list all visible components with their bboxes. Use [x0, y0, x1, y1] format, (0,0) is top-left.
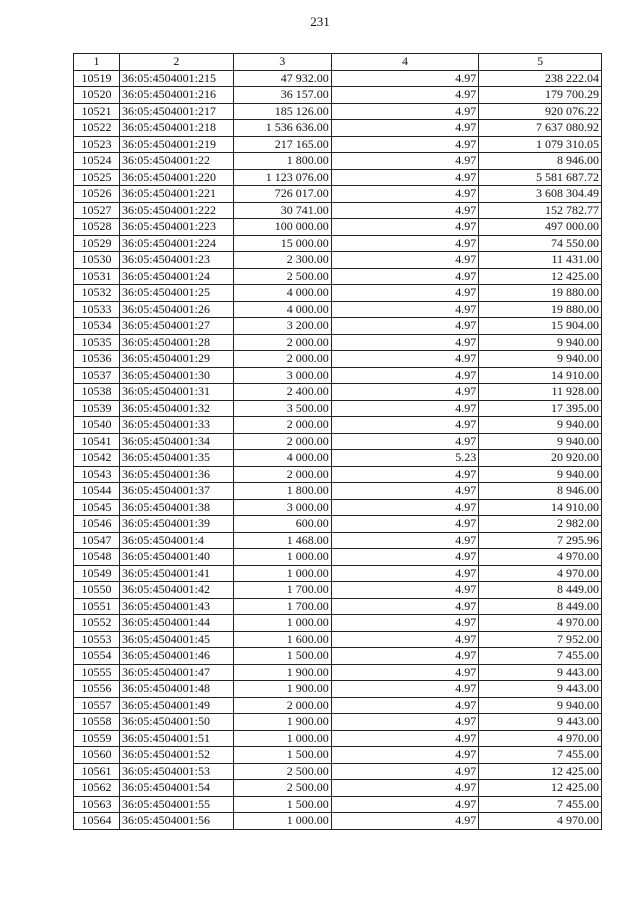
column-header-5: 5 [479, 54, 602, 71]
row-number-cell: 10535 [74, 334, 120, 351]
value-cell: 9 940.00 [479, 351, 602, 368]
rate-cell: 4.97 [331, 301, 478, 318]
row-number-cell: 10558 [74, 714, 120, 731]
table-row [74, 417, 602, 434]
area-cell: 2 500.00 [233, 268, 331, 285]
table-row [74, 235, 602, 252]
row-number-cell: 10533 [74, 301, 120, 318]
value-cell: 9 443.00 [479, 664, 602, 681]
rate-cell: 4.97 [331, 367, 478, 384]
cadastral-number-cell: 36:05:4504001:43 [119, 598, 233, 615]
cadastral-number-cell: 36:05:4504001:28 [119, 334, 233, 351]
row-number-cell: 10564 [74, 813, 120, 830]
table-row [74, 730, 602, 747]
cadastral-number-cell: 36:05:4504001:37 [119, 483, 233, 500]
area-cell: 1 900.00 [233, 664, 331, 681]
value-cell: 920 076.22 [479, 103, 602, 120]
cadastral-number-cell: 36:05:4504001:30 [119, 367, 233, 384]
cadastral-number-cell: 36:05:4504001:50 [119, 714, 233, 731]
value-cell: 2 982.00 [479, 516, 602, 533]
table-row [74, 103, 602, 120]
table-row [74, 763, 602, 780]
rate-cell: 4.97 [331, 483, 478, 500]
area-cell: 2 400.00 [233, 384, 331, 401]
cadastral-number-cell: 36:05:4504001:23 [119, 252, 233, 269]
table-row [74, 747, 602, 764]
row-number-cell: 10541 [74, 433, 120, 450]
value-cell: 7 952.00 [479, 631, 602, 648]
cadastral-number-cell: 36:05:4504001:52 [119, 747, 233, 764]
value-cell: 9 940.00 [479, 697, 602, 714]
value-cell: 152 782.77 [479, 202, 602, 219]
row-number-cell: 10526 [74, 186, 120, 203]
row-number-cell: 10546 [74, 516, 120, 533]
rate-cell: 4.97 [331, 697, 478, 714]
area-cell: 4 000.00 [233, 285, 331, 302]
table-row [74, 780, 602, 797]
table-row [74, 565, 602, 582]
table-row [74, 532, 602, 549]
table-row [74, 813, 602, 830]
cadastral-number-cell: 36:05:4504001:53 [119, 763, 233, 780]
value-cell: 74 550.00 [479, 235, 602, 252]
table-row [74, 252, 602, 269]
table-row [74, 120, 602, 137]
table-row [74, 664, 602, 681]
rate-cell: 4.97 [331, 730, 478, 747]
rate-cell: 4.97 [331, 615, 478, 632]
cadastral-number-cell: 36:05:4504001:51 [119, 730, 233, 747]
area-cell: 1 700.00 [233, 582, 331, 599]
row-number-cell: 10554 [74, 648, 120, 665]
rate-cell: 4.97 [331, 433, 478, 450]
header-row [74, 54, 602, 71]
value-cell: 8 946.00 [479, 483, 602, 500]
area-cell: 1 000.00 [233, 549, 331, 566]
cadastral-number-cell: 36:05:4504001:31 [119, 384, 233, 401]
row-number-cell: 10522 [74, 120, 120, 137]
table-row [74, 598, 602, 615]
value-cell: 12 425.00 [479, 763, 602, 780]
table-row [74, 648, 602, 665]
value-cell: 15 904.00 [479, 318, 602, 335]
value-cell: 4 970.00 [479, 730, 602, 747]
rate-cell: 4.97 [331, 681, 478, 698]
cadastral-number-cell: 36:05:4504001:220 [119, 169, 233, 186]
table-row [74, 631, 602, 648]
cadastral-number-cell: 36:05:4504001:40 [119, 549, 233, 566]
rate-cell: 4.97 [331, 202, 478, 219]
area-cell: 1 500.00 [233, 648, 331, 665]
cadastral-number-cell: 36:05:4504001:26 [119, 301, 233, 318]
rate-cell: 4.97 [331, 136, 478, 153]
rate-cell: 5.23 [331, 450, 478, 467]
table-row [74, 285, 602, 302]
rate-cell: 4.97 [331, 334, 478, 351]
row-number-cell: 10532 [74, 285, 120, 302]
rate-cell: 4.97 [331, 70, 478, 87]
table-row [74, 70, 602, 87]
area-cell: 1 000.00 [233, 565, 331, 582]
table-row [74, 466, 602, 483]
table-row [74, 351, 602, 368]
area-cell: 47 932.00 [233, 70, 331, 87]
cadastral-number-cell: 36:05:4504001:218 [119, 120, 233, 137]
column-header-4: 4 [331, 54, 478, 71]
row-number-cell: 10562 [74, 780, 120, 797]
value-cell: 7 295.96 [479, 532, 602, 549]
area-cell: 2 000.00 [233, 417, 331, 434]
area-cell: 1 800.00 [233, 483, 331, 500]
value-cell: 14 910.00 [479, 367, 602, 384]
row-number-cell: 10559 [74, 730, 120, 747]
table-row [74, 87, 602, 104]
rate-cell: 4.97 [331, 466, 478, 483]
row-number-cell: 10525 [74, 169, 120, 186]
cadastral-number-cell: 36:05:4504001:224 [119, 235, 233, 252]
rate-cell: 4.97 [331, 813, 478, 830]
value-cell: 19 880.00 [479, 285, 602, 302]
rate-cell: 4.97 [331, 549, 478, 566]
rate-cell: 4.97 [331, 499, 478, 516]
table-row [74, 219, 602, 236]
area-cell: 1 800.00 [233, 153, 331, 170]
value-cell: 238 222.04 [479, 70, 602, 87]
cadastral-number-cell: 36:05:4504001:56 [119, 813, 233, 830]
area-cell: 100 000.00 [233, 219, 331, 236]
rate-cell: 4.97 [331, 763, 478, 780]
area-cell: 1 000.00 [233, 615, 331, 632]
area-cell: 3 200.00 [233, 318, 331, 335]
table-row [74, 268, 602, 285]
value-cell: 9 940.00 [479, 433, 602, 450]
rate-cell: 4.97 [331, 103, 478, 120]
value-cell: 9 443.00 [479, 681, 602, 698]
row-number-cell: 10557 [74, 697, 120, 714]
area-cell: 2 000.00 [233, 697, 331, 714]
rate-cell: 4.97 [331, 153, 478, 170]
area-cell: 1 900.00 [233, 714, 331, 731]
cadastral-number-cell: 36:05:4504001:216 [119, 87, 233, 104]
cadastral-number-cell: 36:05:4504001:33 [119, 417, 233, 434]
table-row [74, 202, 602, 219]
cadastral-number-cell: 36:05:4504001:44 [119, 615, 233, 632]
cadastral-number-cell: 36:05:4504001:4 [119, 532, 233, 549]
cadastral-number-cell: 36:05:4504001:48 [119, 681, 233, 698]
row-number-cell: 10555 [74, 664, 120, 681]
cadastral-number-cell: 36:05:4504001:45 [119, 631, 233, 648]
table-row [74, 153, 602, 170]
row-number-cell: 10549 [74, 565, 120, 582]
area-cell: 1 500.00 [233, 747, 331, 764]
row-number-cell: 10551 [74, 598, 120, 615]
cadastral-number-cell: 36:05:4504001:221 [119, 186, 233, 203]
area-cell: 2 500.00 [233, 780, 331, 797]
value-cell: 7 455.00 [479, 796, 602, 813]
column-header-1: 1 [74, 54, 120, 71]
rate-cell: 4.97 [331, 87, 478, 104]
row-number-cell: 10530 [74, 252, 120, 269]
rate-cell: 4.97 [331, 582, 478, 599]
row-number-cell: 10521 [74, 103, 120, 120]
cadastral-number-cell: 36:05:4504001:41 [119, 565, 233, 582]
row-number-cell: 10527 [74, 202, 120, 219]
row-number-cell: 10531 [74, 268, 120, 285]
value-cell: 14 910.00 [479, 499, 602, 516]
area-cell: 1 700.00 [233, 598, 331, 615]
area-cell: 2 500.00 [233, 763, 331, 780]
row-number-cell: 10553 [74, 631, 120, 648]
area-cell: 3 000.00 [233, 499, 331, 516]
table-row [74, 483, 602, 500]
data-table [73, 53, 602, 830]
value-cell: 4 970.00 [479, 813, 602, 830]
row-number-cell: 10519 [74, 70, 120, 87]
table-row [74, 301, 602, 318]
value-cell: 179 700.29 [479, 87, 602, 104]
rate-cell: 4.97 [331, 268, 478, 285]
rate-cell: 4.97 [331, 186, 478, 203]
table-row [74, 384, 602, 401]
rate-cell: 4.97 [331, 252, 478, 269]
value-cell: 11 431.00 [479, 252, 602, 269]
cadastral-number-cell: 36:05:4504001:27 [119, 318, 233, 335]
table-row [74, 549, 602, 566]
area-cell: 726 017.00 [233, 186, 331, 203]
area-cell: 36 157.00 [233, 87, 331, 104]
rate-cell: 4.97 [331, 219, 478, 236]
area-cell: 1 536 636.00 [233, 120, 331, 137]
rate-cell: 4.97 [331, 648, 478, 665]
row-number-cell: 10537 [74, 367, 120, 384]
value-cell: 19 880.00 [479, 301, 602, 318]
cadastral-number-cell: 36:05:4504001:49 [119, 697, 233, 714]
row-number-cell: 10539 [74, 400, 120, 417]
area-cell: 3 500.00 [233, 400, 331, 417]
row-number-cell: 10540 [74, 417, 120, 434]
table-row [74, 450, 602, 467]
area-cell: 3 000.00 [233, 367, 331, 384]
row-number-cell: 10544 [74, 483, 120, 500]
cadastral-number-cell: 36:05:4504001:222 [119, 202, 233, 219]
rate-cell: 4.97 [331, 417, 478, 434]
value-cell: 497 000.00 [479, 219, 602, 236]
column-header-2: 2 [119, 54, 233, 71]
cadastral-number-cell: 36:05:4504001:22 [119, 153, 233, 170]
row-number-cell: 10556 [74, 681, 120, 698]
rate-cell: 4.97 [331, 169, 478, 186]
area-cell: 4 000.00 [233, 301, 331, 318]
rate-cell: 4.97 [331, 796, 478, 813]
row-number-cell: 10524 [74, 153, 120, 170]
table-row [74, 697, 602, 714]
row-number-cell: 10520 [74, 87, 120, 104]
row-number-cell: 10548 [74, 549, 120, 566]
rate-cell: 4.97 [331, 318, 478, 335]
value-cell: 12 425.00 [479, 268, 602, 285]
rate-cell: 4.97 [331, 631, 478, 648]
value-cell: 17 395.00 [479, 400, 602, 417]
table-row [74, 400, 602, 417]
cadastral-number-cell: 36:05:4504001:24 [119, 268, 233, 285]
table-header [74, 54, 602, 71]
value-cell: 4 970.00 [479, 565, 602, 582]
table-row [74, 681, 602, 698]
area-cell: 217 165.00 [233, 136, 331, 153]
rate-cell: 4.97 [331, 747, 478, 764]
row-number-cell: 10550 [74, 582, 120, 599]
area-cell: 1 000.00 [233, 730, 331, 747]
row-number-cell: 10547 [74, 532, 120, 549]
value-cell: 9 940.00 [479, 334, 602, 351]
value-cell: 4 970.00 [479, 549, 602, 566]
cadastral-number-cell: 36:05:4504001:38 [119, 499, 233, 516]
cadastral-number-cell: 36:05:4504001:47 [119, 664, 233, 681]
table-body [74, 70, 602, 829]
rate-cell: 4.97 [331, 235, 478, 252]
cadastral-number-cell: 36:05:4504001:54 [119, 780, 233, 797]
page-number: 231 [310, 14, 330, 29]
row-number-cell: 10534 [74, 318, 120, 335]
value-cell: 12 425.00 [479, 780, 602, 797]
cadastral-number-cell: 36:05:4504001:39 [119, 516, 233, 533]
table-row [74, 615, 602, 632]
value-cell: 1 079 310.05 [479, 136, 602, 153]
value-cell: 7 455.00 [479, 648, 602, 665]
area-cell: 30 741.00 [233, 202, 331, 219]
table-row [74, 334, 602, 351]
area-cell: 1 123 076.00 [233, 169, 331, 186]
area-cell: 4 000.00 [233, 450, 331, 467]
area-cell: 2 300.00 [233, 252, 331, 269]
row-number-cell: 10552 [74, 615, 120, 632]
rate-cell: 4.97 [331, 780, 478, 797]
table-row [74, 516, 602, 533]
area-cell: 1 600.00 [233, 631, 331, 648]
area-cell: 2 000.00 [233, 351, 331, 368]
rate-cell: 4.97 [331, 664, 478, 681]
area-cell: 15 000.00 [233, 235, 331, 252]
rate-cell: 4.97 [331, 285, 478, 302]
cadastral-number-cell: 36:05:4504001:36 [119, 466, 233, 483]
table-row [74, 136, 602, 153]
area-cell: 1 000.00 [233, 813, 331, 830]
cadastral-number-cell: 36:05:4504001:34 [119, 433, 233, 450]
value-cell: 9 443.00 [479, 714, 602, 731]
area-cell: 1 468.00 [233, 532, 331, 549]
table-row [74, 714, 602, 731]
area-cell: 185 126.00 [233, 103, 331, 120]
cadastral-number-cell: 36:05:4504001:223 [119, 219, 233, 236]
row-number-cell: 10543 [74, 466, 120, 483]
table-row [74, 367, 602, 384]
rate-cell: 4.97 [331, 714, 478, 731]
value-cell: 9 940.00 [479, 417, 602, 434]
rate-cell: 4.97 [331, 351, 478, 368]
table-row [74, 186, 602, 203]
area-cell: 1 500.00 [233, 796, 331, 813]
row-number-cell: 10538 [74, 384, 120, 401]
cadastral-number-cell: 36:05:4504001:215 [119, 70, 233, 87]
rate-cell: 4.97 [331, 400, 478, 417]
cadastral-number-cell: 36:05:4504001:42 [119, 582, 233, 599]
row-number-cell: 10536 [74, 351, 120, 368]
value-cell: 20 920.00 [479, 450, 602, 467]
value-cell: 8 449.00 [479, 582, 602, 599]
value-cell: 7 455.00 [479, 747, 602, 764]
cadastral-number-cell: 36:05:4504001:35 [119, 450, 233, 467]
value-cell: 5 581 687.72 [479, 169, 602, 186]
row-number-cell: 10523 [74, 136, 120, 153]
rate-cell: 4.97 [331, 120, 478, 137]
value-cell: 8 449.00 [479, 598, 602, 615]
rate-cell: 4.97 [331, 565, 478, 582]
table-row [74, 433, 602, 450]
value-cell: 8 946.00 [479, 153, 602, 170]
value-cell: 4 970.00 [479, 615, 602, 632]
value-cell: 11 928.00 [479, 384, 602, 401]
area-cell: 2 000.00 [233, 466, 331, 483]
cadastral-number-cell: 36:05:4504001:29 [119, 351, 233, 368]
row-number-cell: 10560 [74, 747, 120, 764]
row-number-cell: 10561 [74, 763, 120, 780]
cadastral-number-cell: 36:05:4504001:55 [119, 796, 233, 813]
row-number-cell: 10563 [74, 796, 120, 813]
row-number-cell: 10545 [74, 499, 120, 516]
table-row [74, 169, 602, 186]
row-number-cell: 10528 [74, 219, 120, 236]
value-cell: 3 608 304.49 [479, 186, 602, 203]
area-cell: 600.00 [233, 516, 331, 533]
row-number-cell: 10529 [74, 235, 120, 252]
row-number-cell: 10542 [74, 450, 120, 467]
value-cell: 7 637 080.92 [479, 120, 602, 137]
value-cell: 9 940.00 [479, 466, 602, 483]
table-row [74, 582, 602, 599]
cadastral-number-cell: 36:05:4504001:219 [119, 136, 233, 153]
column-header-3: 3 [233, 54, 331, 71]
area-cell: 1 900.00 [233, 681, 331, 698]
table-row [74, 796, 602, 813]
rate-cell: 4.97 [331, 384, 478, 401]
area-cell: 2 000.00 [233, 334, 331, 351]
cadastral-number-cell: 36:05:4504001:46 [119, 648, 233, 665]
table-row [74, 499, 602, 516]
cadastral-number-cell: 36:05:4504001:32 [119, 400, 233, 417]
cadastral-number-cell: 36:05:4504001:217 [119, 103, 233, 120]
area-cell: 2 000.00 [233, 433, 331, 450]
cadastral-number-cell: 36:05:4504001:25 [119, 285, 233, 302]
rate-cell: 4.97 [331, 598, 478, 615]
rate-cell: 4.97 [331, 516, 478, 533]
rate-cell: 4.97 [331, 532, 478, 549]
table-row [74, 318, 602, 335]
